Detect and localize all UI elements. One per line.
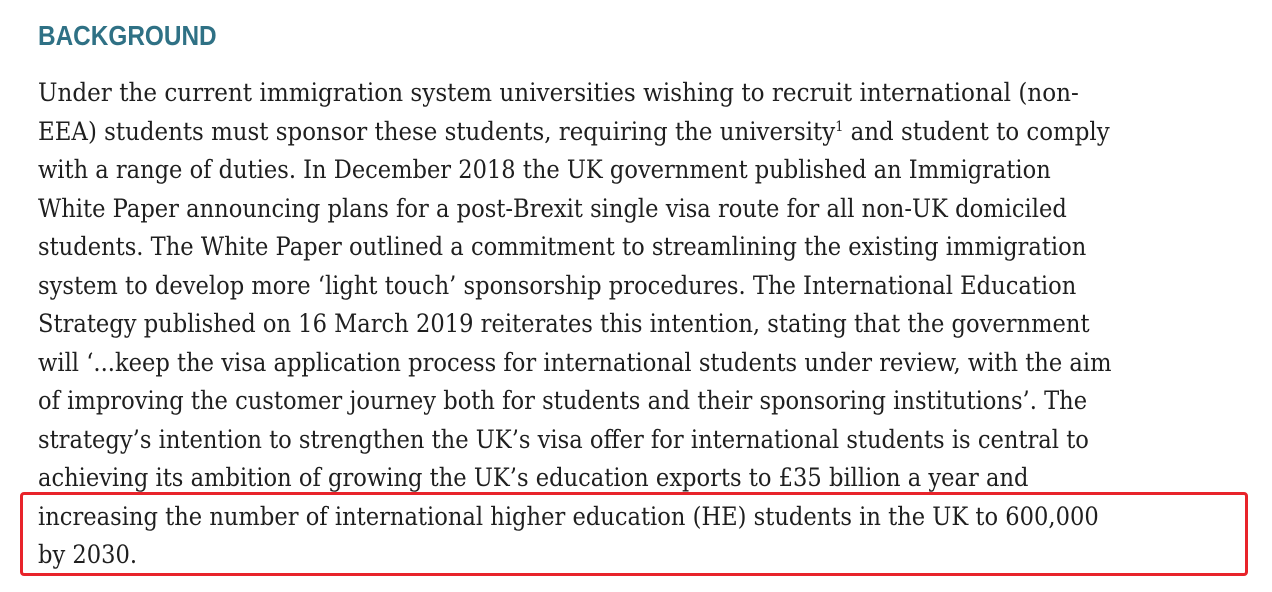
highlight-box [20, 492, 1248, 576]
paragraph-line-7: Strategy published on 16 March 2019 reiterates this intention, stating that the government [38, 309, 1090, 338]
paragraph-line-3: with a range of duties. In December 2018 the UK government published an Immigration [38, 155, 1051, 184]
paragraph-line-1: Under the current immigration system universities wishing to recruit international (non- [38, 78, 1079, 107]
section-heading: BACKGROUND [38, 20, 217, 51]
paragraph-line-4: White Paper announcing plans for a post-Brexit single visa route for all non-UK domiciled [38, 193, 1067, 223]
paragraph-line-2-text: EEA) students must sponsor these students, requiring the university [38, 116, 836, 146]
paragraph-line-8: will ‘...keep the visa application process for international students under review, with the aim [38, 347, 1112, 377]
paragraph-line-10: strategy’s intention to strengthen the UK’s visa offer for international students is central to [38, 424, 1089, 454]
paragraph-line-13: by 2030. [38, 540, 138, 569]
paragraph-line-11: achieving its ambition of growing the UK’s education exports to £35 billion a year and [38, 463, 1029, 492]
paragraph-line-9: of improving the customer journey both for students and their sponsoring institutions’. The [38, 386, 1088, 415]
paragraph-line-12: increasing the number of international higher education (HE) students in the UK to 600,000 [38, 501, 1099, 531]
paragraph-line-2-tail: and student to comply [843, 116, 1110, 146]
footnote-marker[interactable]: 1 [835, 118, 844, 135]
paragraph-line-5: students. The White Paper outlined a commitment to streamlining the existing immigration [38, 232, 1087, 261]
paragraph-line-2 [38, 113, 1165, 152]
paragraph-line-6: system to develop more ‘light touch’ sponsorship procedures. The International Education [38, 270, 1077, 300]
